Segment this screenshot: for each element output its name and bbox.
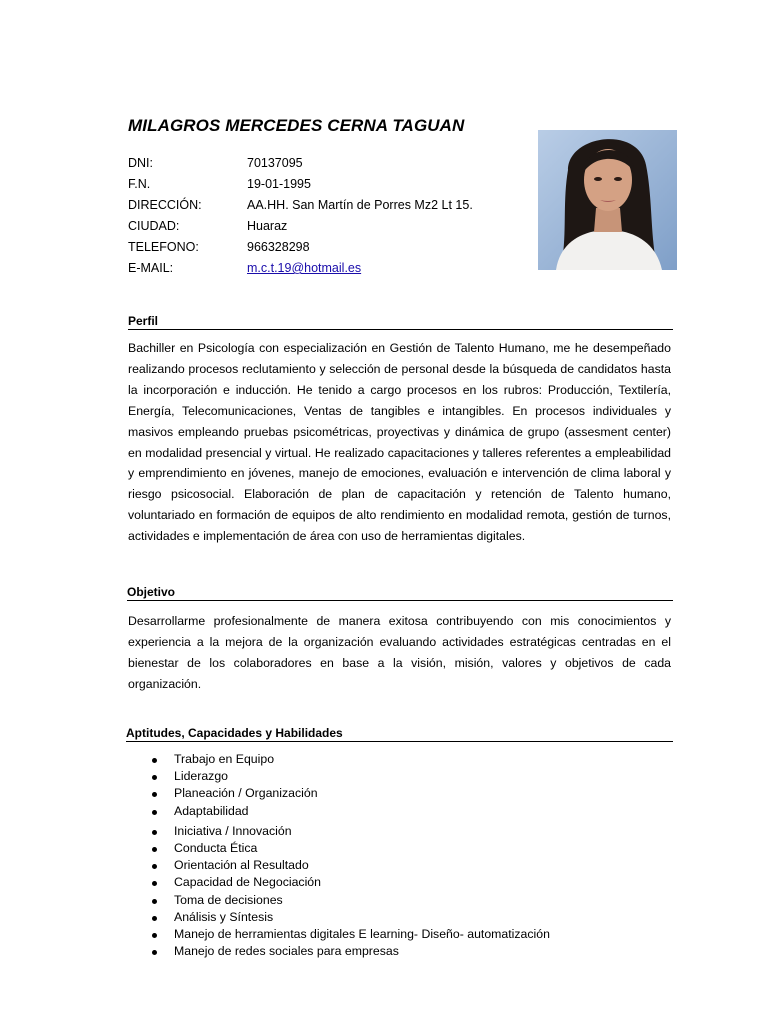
list-item: [150, 823, 550, 840]
list-item: [150, 926, 550, 943]
skill-label: Conducta Ética: [174, 840, 258, 855]
bullet-icon: [152, 950, 157, 955]
skill-label: Manejo de redes sociales para empresas: [174, 944, 399, 959]
info-label: CIUDAD:: [128, 219, 180, 233]
info-label: TELEFONO:: [128, 240, 199, 254]
bullet-icon: [152, 864, 157, 869]
list-item: [150, 803, 550, 820]
list-item: [150, 892, 550, 909]
info-value: 19-01-1995: [247, 177, 311, 191]
email-link[interactable]: m.c.t.19@hotmail.es: [247, 261, 362, 275]
list-item: [150, 943, 550, 960]
bullet-icon: [152, 899, 157, 904]
info-label: F.N.: [128, 177, 151, 191]
bullet-icon: [152, 933, 157, 938]
list-item: [150, 840, 550, 857]
info-value: AA.HH. San Martín de Porres Mz2 Lt 15.: [247, 198, 473, 212]
skill-label: Iniciativa / Innovación: [174, 823, 292, 838]
candidate-name: MILAGROS MERCEDES CERNA TAGUAN: [128, 116, 465, 135]
info-value: 70137095: [247, 156, 303, 170]
skill-label: Planeación / Organización: [174, 786, 318, 801]
section-heading-perfil: Perfil: [128, 314, 673, 330]
skill-label: Orientación al Resultado: [174, 858, 309, 873]
bullet-icon: [152, 792, 157, 797]
info-label: DNI:: [128, 156, 153, 170]
list-item: [150, 857, 550, 874]
list-item: [150, 751, 550, 768]
objetivo-paragraph: Desarrollarme profesionalmente de manera exitosa contribuyendo con mis conocimientos y experiencia a la mejora de la organización evaluando actividades estratégicas centradas en el bienestar de los colaboradores en base a la visión, misión, valores y objetivos de cada organización.: [128, 614, 671, 691]
bullet-icon: [152, 810, 157, 815]
skill-label: Manejo de herramientas digitales E learning- Diseño- automatización: [174, 926, 550, 941]
perfil-paragraph: Bachiller en Psicología con especialización en Gestión de Talento Humano, me he desempeñado realizando procesos reclutamiento y selección de personal desde la búsqueda de candidatos hasta la incorporación e inducción. He tenido a cargo procesos en los rubros: Producción, Textilería, Energía, Telecomunicaciones, Ventas de tangibles e intangibles. En procesos individuales y masivos empleando pruebas psicométricas, proyectivas y dinámica de grupo (assesment center) en modalidad presencial y virtual. He realizado capacitaciones y talleres referentes a empleabilidad y emprendimiento en jóvenes, manejo de emociones, evaluación e intervención de clima laboral y riesgo psicosocial. Elaboración de plan de capacitación y retención de Talento humano, voluntariado en formación de equipos de alto rendimiento en modalidad remota, gestión de turnos, actividades e implementación de área con uso de herramientas digitales.: [128, 341, 671, 544]
info-label: E-MAIL:: [128, 261, 174, 275]
info-value: 966328298: [247, 240, 310, 254]
bullet-icon: [152, 847, 157, 852]
bullet-icon: [152, 775, 157, 780]
list-item: [150, 768, 550, 785]
section-heading-aptitudes: Aptitudes, Capacidades y Habilidades: [126, 726, 673, 742]
skill-label: Toma de decisiones: [174, 892, 283, 907]
skill-label: Trabajo en Equipo: [174, 752, 275, 766]
skills-list: [150, 751, 550, 960]
skill-label: Análisis y Síntesis: [174, 909, 274, 924]
skill-label: Capacidad de Negociación: [174, 875, 321, 890]
list-item: [150, 874, 550, 891]
info-value: Huaraz: [247, 219, 288, 233]
list-item: [150, 785, 550, 802]
info-label: DIRECCIÓN:: [128, 198, 202, 212]
skill-label: Liderazgo: [174, 769, 229, 784]
bullet-icon: [152, 830, 157, 835]
profile-photo: [538, 130, 677, 270]
skill-label: Adaptabilidad: [174, 803, 249, 818]
list-item: [150, 909, 550, 926]
section-heading-objetivo: Objetivo: [127, 585, 673, 601]
bullet-icon: [152, 916, 157, 921]
bullet-icon: [152, 881, 157, 886]
portrait-illustration: [538, 130, 677, 270]
bullet-icon: [152, 758, 157, 763]
